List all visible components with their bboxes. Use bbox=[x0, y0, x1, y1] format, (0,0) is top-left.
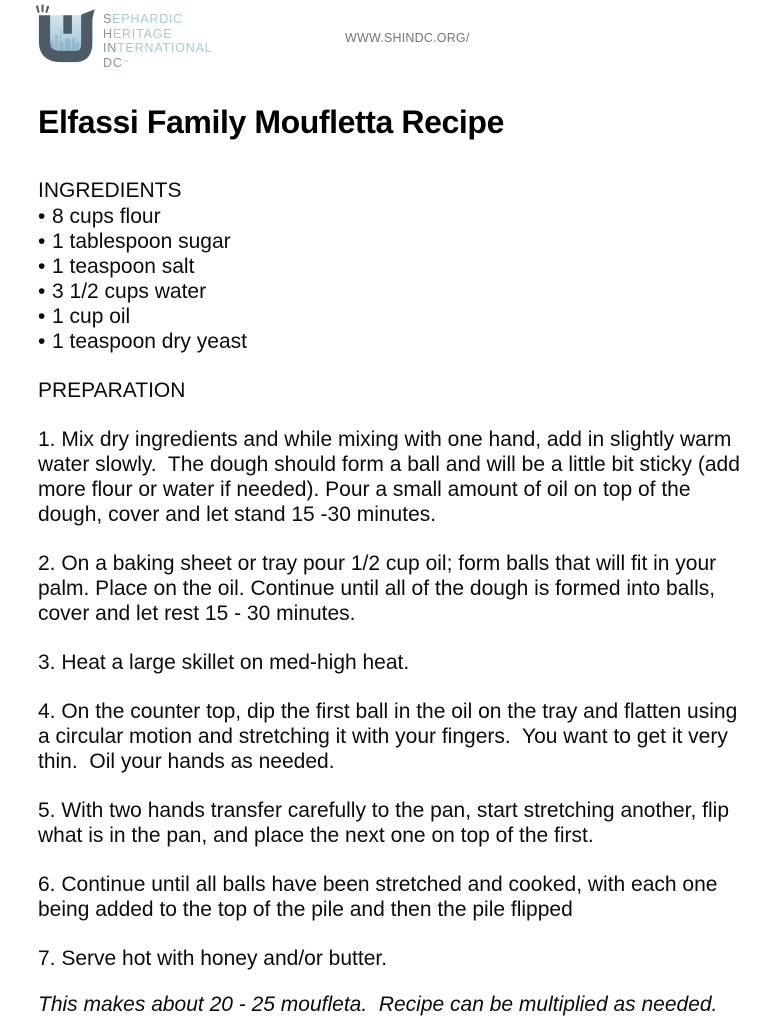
ingredient-item bbox=[38, 304, 748, 329]
ingredient-text: 3 1/2 cups water bbox=[52, 280, 207, 303]
bullet-icon: • bbox=[38, 330, 46, 353]
ingredient-text: 1 cup oil bbox=[52, 305, 131, 328]
ingredient-text: 1 teaspoon dry yeast bbox=[52, 330, 247, 353]
logo-wordmark bbox=[103, 12, 213, 70]
bullet-icon: • bbox=[38, 205, 46, 228]
bullet-icon: • bbox=[38, 255, 46, 278]
preparation-section bbox=[38, 378, 748, 971]
recipe-yield-note: This makes about 20 - 25 moufleta. Recipe can be multiplied as needed. bbox=[38, 993, 718, 1016]
ingredient-item bbox=[38, 254, 748, 279]
recipe-title: Elfassi Family Moufletta Recipe bbox=[38, 104, 504, 140]
shin-dc-logo bbox=[30, 4, 213, 74]
preparation-step-7: 7. Serve hot with honey and/or butter. bbox=[38, 947, 388, 970]
ingredient-item bbox=[38, 279, 748, 304]
bullet-icon: • bbox=[38, 305, 46, 328]
preparation-step-5: 5. With two hands transfer carefully to the pan, start stretching another, flip what is in the pan, and place the next one on top of the first. bbox=[38, 799, 735, 847]
ingredients-section bbox=[38, 178, 748, 354]
website-url: WWW.SHINDC.ORG/ bbox=[345, 31, 470, 45]
ingredient-text: 1 teaspoon salt bbox=[52, 255, 195, 278]
logo-line-1: SEPHARDIC bbox=[103, 12, 184, 26]
preparation-step-2: 2. On a baking sheet or tray pour 1/2 cup oil; form balls that will fit in your palm. Place on the oil. Continue until all of the dough is formed into balls, cover and let rest 15 - 30 minutes. bbox=[38, 552, 723, 625]
logo-line-2: HERITAGE bbox=[103, 26, 173, 41]
ingredient-item bbox=[38, 229, 748, 254]
bullet-icon: • bbox=[38, 280, 46, 303]
ingredient-item bbox=[38, 329, 748, 354]
page-header bbox=[38, 0, 748, 80]
shin-letter-icon bbox=[30, 4, 96, 74]
ingredient-list bbox=[38, 204, 748, 354]
preparation-step-1: 1. Mix dry ingredients and while mixing with one hand, add in slightly warm water slowly. The dough should form a ball and will be a little bit sticky (add more flour or water if needed). Pour a small amount of oil on top of the dough, cover and let stand 15 -30 minutes. bbox=[38, 428, 746, 526]
preparation-step-6: 6. Continue until all balls have been stretched and cooked, with each one being added to the top of the pile and then the pile flipped bbox=[38, 873, 724, 921]
ingredient-text: 8 cups flour bbox=[52, 205, 161, 228]
bullet-icon: • bbox=[38, 230, 46, 253]
preparation-heading: PREPARATION bbox=[38, 379, 186, 402]
preparation-step-4: 4. On the counter top, dip the first ball in the oil on the tray and flatten using a circular motion and stretching it with your fingers. You want to get it very thin. Oil your hands as needed. bbox=[38, 700, 744, 773]
preparation-step-3: 3. Heat a large skillet on med-high heat. bbox=[38, 651, 410, 674]
crown-icon bbox=[37, 6, 48, 12]
logo-line-4: DC™ bbox=[103, 55, 130, 70]
ingredient-item bbox=[38, 204, 748, 229]
logo-line-3: INTERNATIONAL bbox=[103, 41, 213, 55]
ingredients-heading: INGREDIENTS bbox=[38, 179, 182, 202]
ingredient-text: 1 tablespoon sugar bbox=[52, 230, 231, 253]
